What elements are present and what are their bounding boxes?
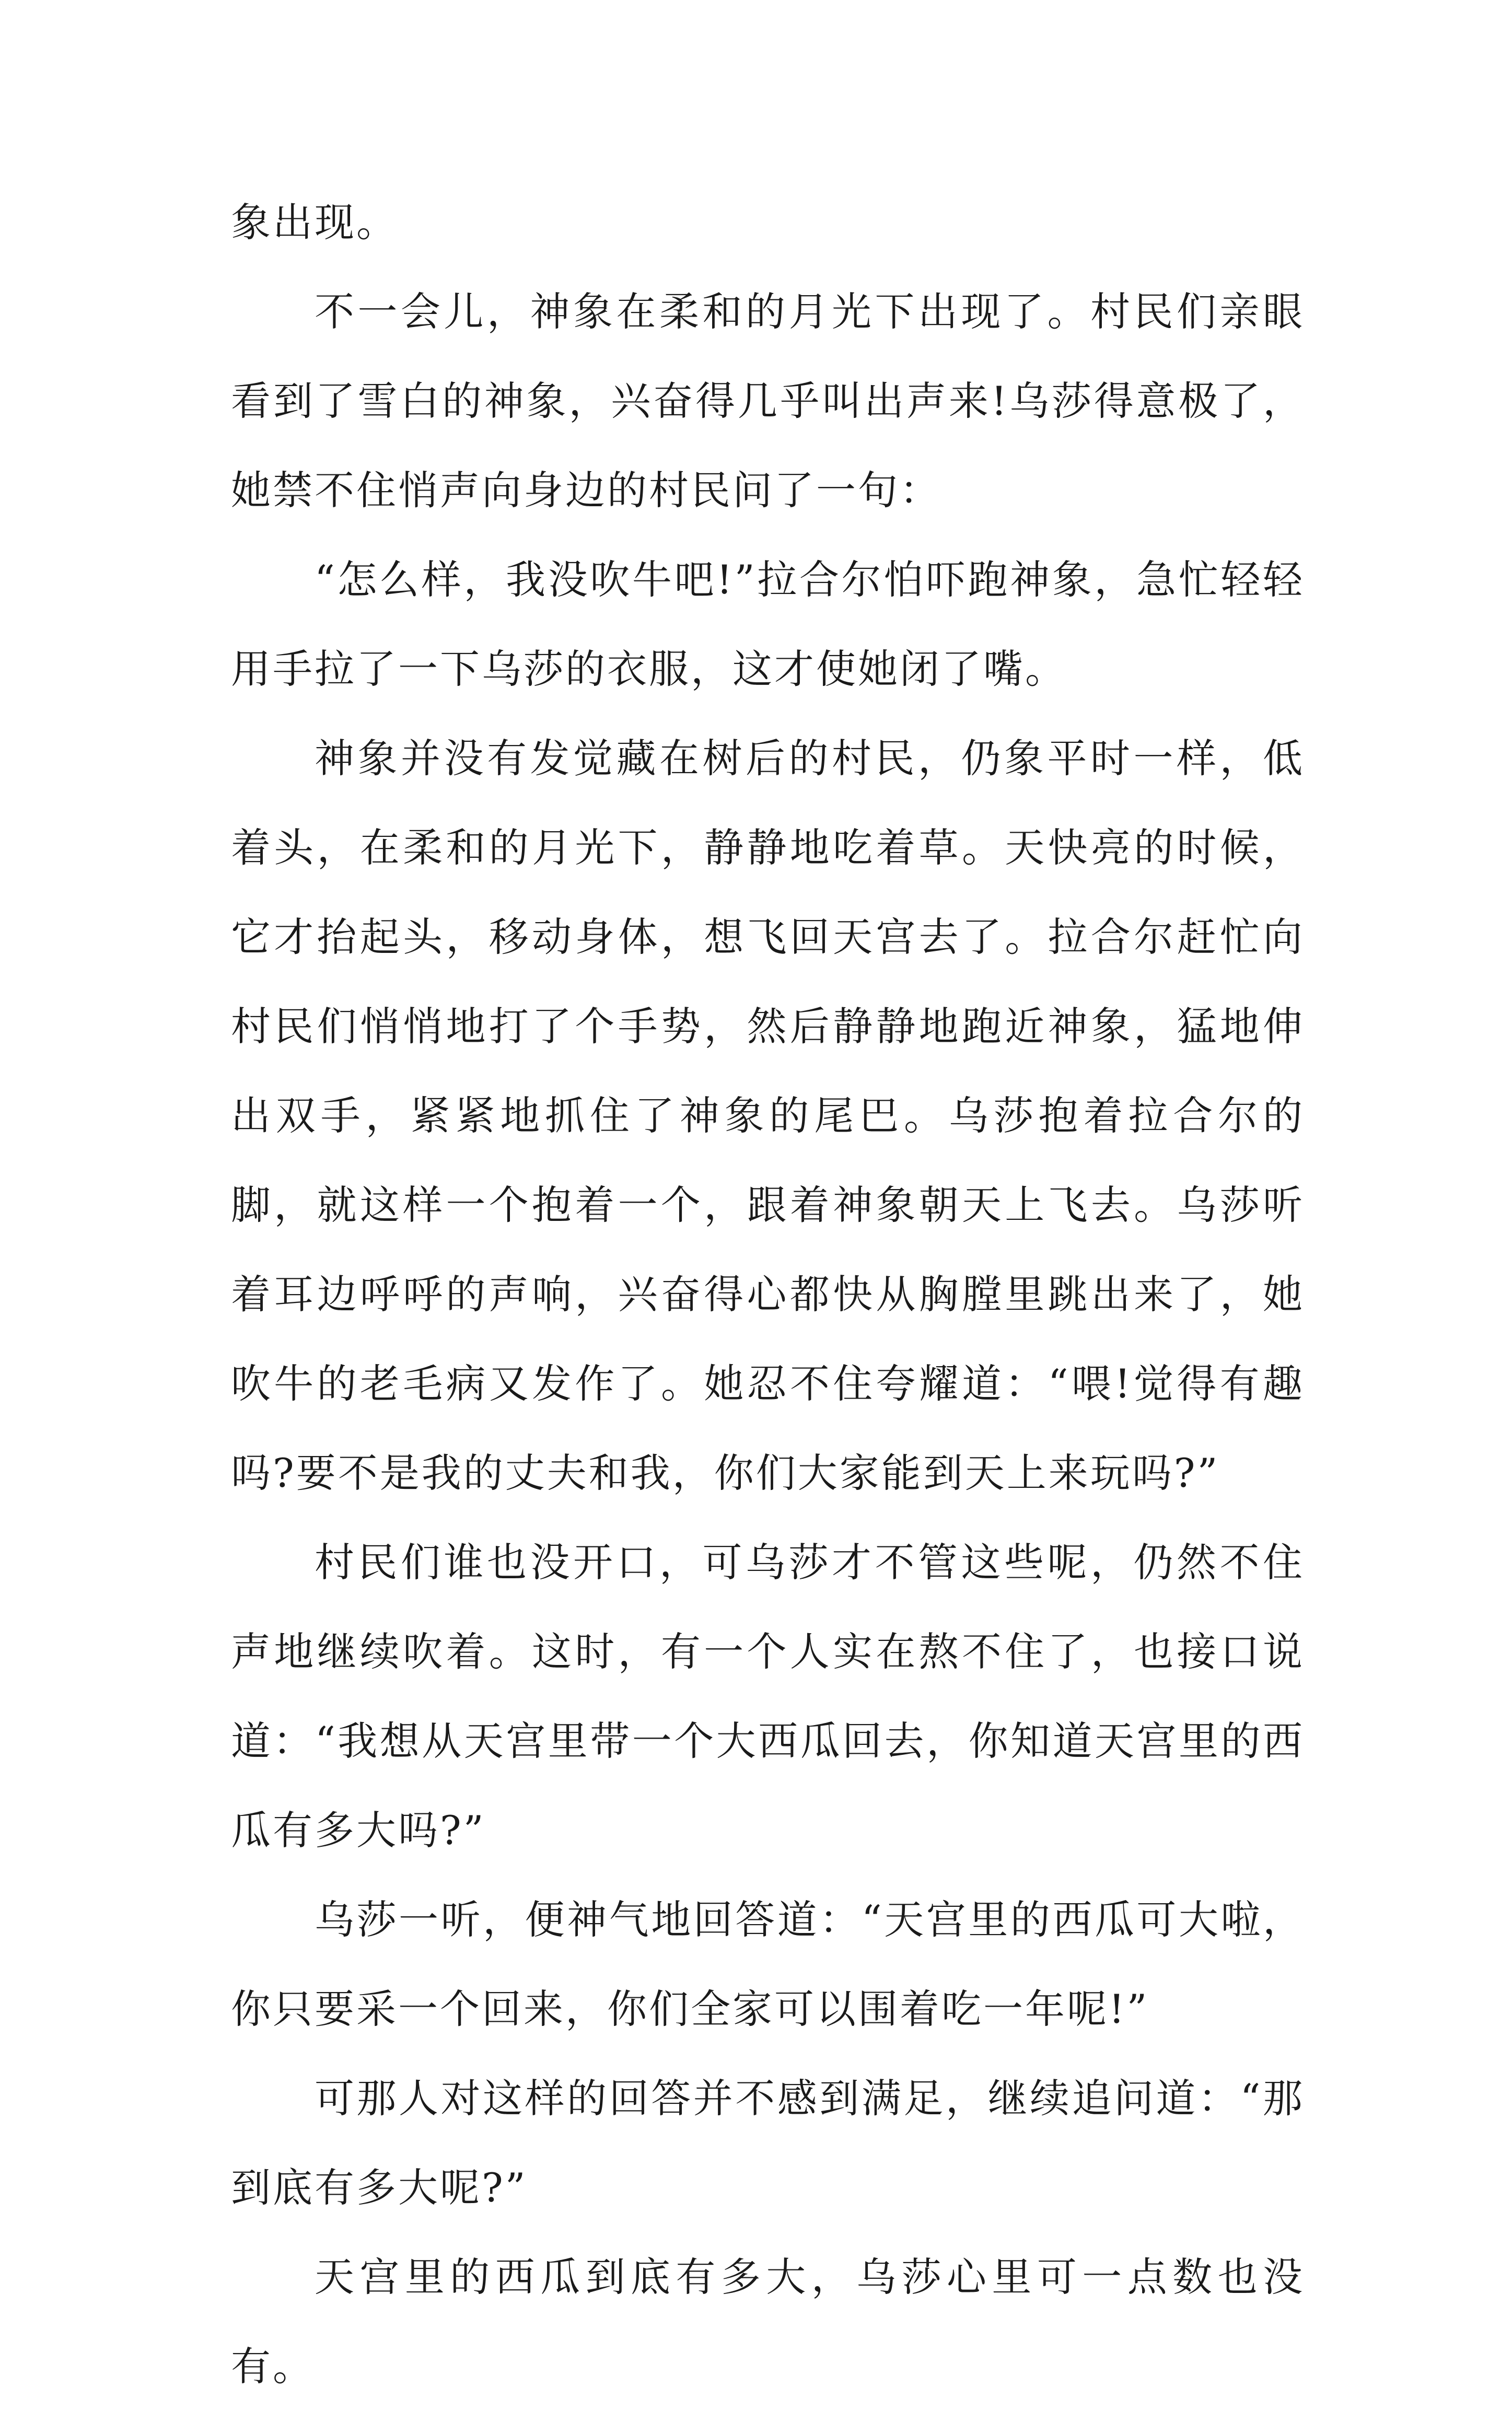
paragraph-2: 不一会儿，神象在柔和的月光下出现了。村民们亲眼看到了雪白的神象，兴奋得几乎叫出声来!乌莎得意极了，她禁不住悄声向身边的村民问了一句： [231, 288, 1305, 514]
paragraph-8: 天宫里的西瓜到底有多大，乌莎心里可一点数也没有。 [231, 2254, 1305, 2390]
paragraph-5: 村民们谁也没开口，可乌莎才不管这些呢，仍然不住声地继续吹着。这时，有一个人实在熬不住了，也接口说道：“我想从天宫里带一个大西瓜回去，你知道天宫里的西瓜有多大吗?” [231, 1539, 1305, 1854]
paragraph-7: 可那人对这样的回答并不感到满足，继续追问道：“那到底有多大呢?” [231, 2075, 1305, 2211]
paragraph-6: 乌莎一听，便神气地回答道：“天宫里的西瓜可大啦，你只要采一个回来，你们全家可以围着吃一年呢!” [231, 1896, 1305, 2032]
paragraph-4: 神象并没有发觉藏在树后的村民，仍象平时一样，低着头，在柔和的月光下，静静地吃着草。天快亮的时候，它才抬起头，移动身体，想飞回天宫去了。拉合尔赶忙向村民们悄悄地打了个手势，然后静静地跑近神象，猛地伸出双手，紧紧地抓住了神象的尾巴。乌莎抱着拉合尔的脚，就这样一个抱着一个，跟着神象朝天上飞去。乌莎听着耳边呼呼的声响，兴奋得心都快从胸膛里跳出来了，她吹牛的老毛病又发作了。她忍不住夸耀道：“喂!觉得有趣吗?要不是我的丈夫和我，你们大家能到天上来玩吗?” [231, 735, 1305, 1496]
paragraph-1: 象出现。 [231, 199, 398, 246]
paragraph-3: “怎么样，我没吹牛吧!”拉合尔怕吓跑神象，急忙轻轻用手拉了一下乌莎的衣服，这才使她闭了嘴。 [231, 556, 1305, 692]
body-text [231, 178, 1305, 2411]
